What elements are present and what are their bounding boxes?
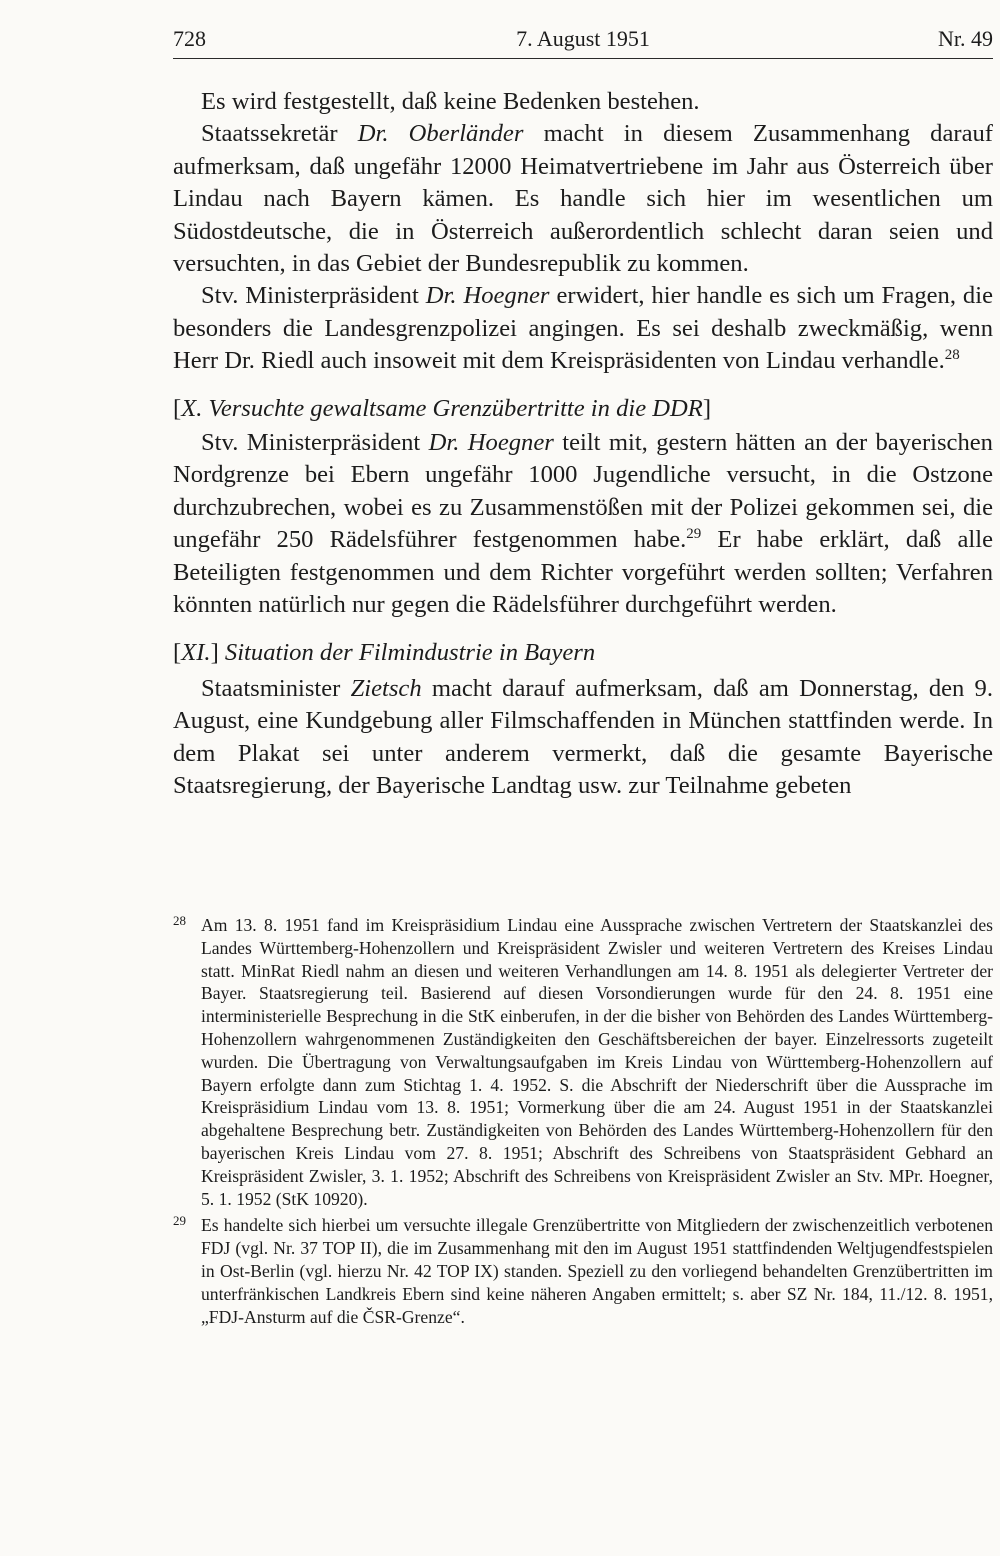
paragraph xyxy=(173,673,993,803)
paragraph: Es wird festgestellt, daß keine Bedenken bestehen. xyxy=(201,88,700,115)
paragraph-text: Er habe erklärt, daß alle Beteiligten festgenommen und dem Richter vorgeführt werden sollten; Verfahren könnten natürlich nur gegen die Rädelsführer durchgeführt werden. xyxy=(173,526,994,619)
paragraph-text: macht darauf aufmerksam, daß am Donnerstag, den 9. August, eine Kundgebung aller Filmschaffenden in München stattfinden werde. In dem Plakat sei unter anderem vermerkt, daß die gesamte Bayerische Staatsregierung, der Bayerische Landtag usw. zur Teilnahme gebeten xyxy=(173,674,993,800)
header-rule xyxy=(173,58,993,59)
footnote xyxy=(173,1214,993,1328)
paragraph-text: Stv. Ministerpräsident xyxy=(201,429,429,457)
section-title: Versuchte gewaltsame Grenzübertritte in die DDR xyxy=(202,394,703,422)
footnote-text: Am 13. 8. 1951 fand im Kreispräsidium Lindau eine Aussprache zwischen Vertretern der Staatskanzlei des Landes Württemberg-Hohenzollern und Kreispräsident Zwisler und weiteren Vertretern des Kreises Lindau statt. MinRat Riedl nahm an diesen und weiteren Verhandlungen am 14. 8. 1951 als delegierter Vertreter der Bayer. Staatsregierung teil. Basierend auf diesen Vorsondierungen wurde für den 24. 8. 1951 eine interministerielle Besprechung in die StK einberufen, in der die bisher von Behörden des Landes Württemberg-Hohenzollern wahrgenommenen Zuständigkeiten den Geschäftsbereichen der bayer. Einzelressorts zugeteilt wurden. Die Übertragung von Verwaltungsaufgaben im Kreis Lindau von Württemberg-Hohenzollern auf Bayern erfolgte dann zum Stichtag 1. 4. 1952. S. die Abschrift der Niederschrift über die Aussprache im Kreispräsidium Lindau vom 13. 8. 1951; Vormerkung über die am 24. August 1951 in der Staatskanzlei abgehaltene Besprechung betr. Zuständigkeiten von Behörden des Landes Württemberg-Hohenzollern für den bayerischen Kreis Lindau vom 27. 8. 1951; Abschrift des Schreibens von Staatspräsident Gebhard an Kreispräsident Zwisler, 3. 1. 1952; Abschrift des Schreibens von Kreispräsident Zwisler an Stv. MPr. Hoegner, 5. 1. 1952 (StK 10920). xyxy=(201,915,993,1209)
footnote-reference[interactable]: 28 xyxy=(944,347,960,364)
footnote-reference[interactable]: 29 xyxy=(686,526,702,543)
bracket: ] xyxy=(702,394,712,422)
paragraph-text: erwidert, hier handle es sich um Fragen, die besonders die Landesgrenzpolizei angingen. Es sei deshalb zweckmäßig, wenn Herr Dr. Riedl auch insoweit mit dem Kreispräsidenten von Lindau verhandle. xyxy=(173,282,993,375)
paragraph-text: Staatsminister xyxy=(201,674,351,702)
main-text xyxy=(173,86,993,803)
footnotes xyxy=(173,914,993,1332)
issue-number: Nr. 49 xyxy=(938,26,993,51)
paragraph-text: macht in diesem Zusammenhang darauf aufmerksam, daß ungefähr 12000 Heimatvertriebene im Jahr aus Österreich über Lindau nach Bayern kämen. Es handle sich hier im wesentlichen um Südostdeutsche, die in Österreich außerordentlich schlecht daran seien und versuchten, in das Gebiet der Bundesrepublik zu kommen. xyxy=(173,120,993,278)
footnote-text: Es handelte sich hierbei um versuchte illegale Grenzübertritte von Mitgliedern der zwischenzeitlich verbotenen FDJ (vgl. Nr. 37 TOP II), die im Zusammenhang mit den im August 1951 stattfindenden Weltjugendfestspielen in Ost-Berlin (vgl. hierzu Nr. 42 TOP IX) standen. Speziell zu den vorliegend behandelten Grenzübertritten im unterfränkischen Landkreis Ebern sind keine näheren Angaben ermittelt; s. aber SZ Nr. 184, 11./12. 8. 1951, „FDJ-Ansturm auf die ČSR-Grenze“. xyxy=(201,1215,993,1327)
page-header xyxy=(173,26,993,58)
section-number: X. xyxy=(181,394,203,422)
paragraph xyxy=(173,118,993,280)
speaker-name: Dr. Oberländer xyxy=(357,120,524,148)
bracket: [ xyxy=(173,394,182,422)
paragraph xyxy=(173,280,993,377)
section-heading xyxy=(173,637,993,669)
header-date: 7. August 1951 xyxy=(516,26,650,51)
paragraph-text: teilt mit, gestern hätten an der bayerischen Nordgrenze bei Ebern ungefähr 1000 Jugendliche versucht, in die Ostzone durchzubrechen, wobei es zu Zusammenstößen mit der Polizei gekommen sei, die ungefähr 250 Rädelsführer festgenommen habe. xyxy=(173,429,993,554)
page-number: 728 xyxy=(173,26,206,51)
section-heading xyxy=(173,393,993,425)
speaker-name: Dr. Hoegner xyxy=(428,429,554,457)
paragraph-text: Staatssekretär xyxy=(201,120,358,148)
footnote xyxy=(173,914,993,1210)
paragraph xyxy=(173,427,993,621)
bracket: [ xyxy=(173,638,182,666)
section-title: Situation der Filmindustrie in Bayern xyxy=(218,638,596,666)
footnote-mark: 29 xyxy=(173,1213,186,1229)
section-number: XI. xyxy=(181,638,211,666)
paragraph-text: Stv. Ministerpräsident xyxy=(201,282,426,310)
footnote-mark: 28 xyxy=(173,913,186,928)
speaker-name: Dr. Hoegner xyxy=(425,282,550,310)
bracket: ] xyxy=(210,638,219,666)
speaker-name: Zietsch xyxy=(350,674,422,702)
